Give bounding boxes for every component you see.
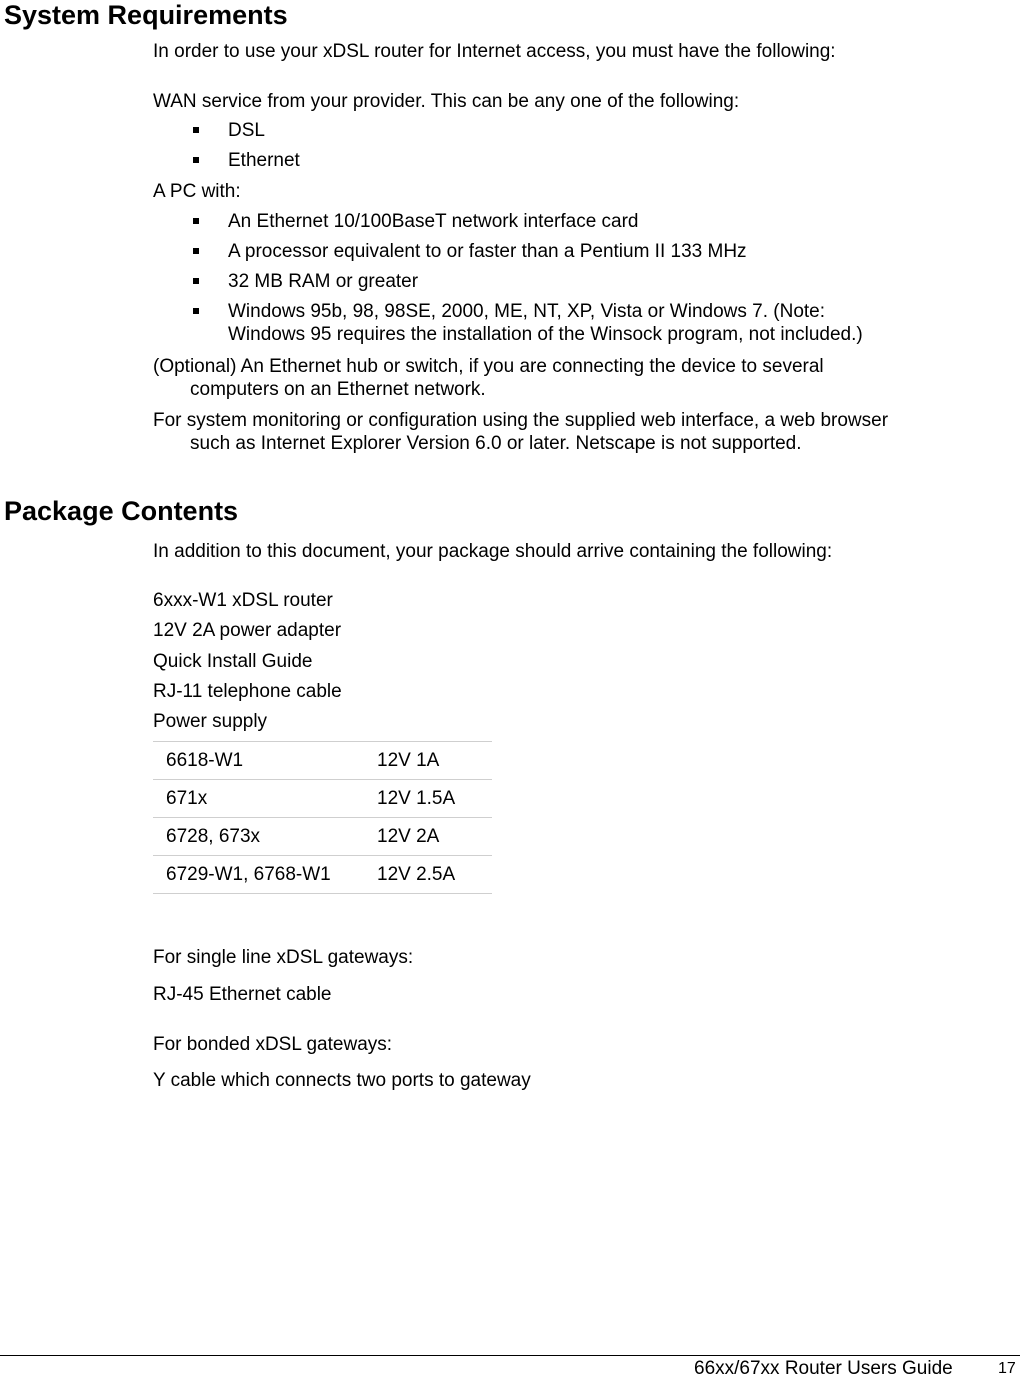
system-requirements-heading: System Requirements	[4, 0, 288, 30]
optional-hub-line2: computers on an Ethernet network.	[190, 379, 486, 400]
bullet-icon	[193, 218, 199, 224]
package-item-quick-install-guide: Quick Install Guide	[153, 651, 313, 672]
pc-item-windows-line1: Windows 95b, 98, 98SE, 2000, ME, NT, XP, Vista or Windows 7. (Note:	[228, 301, 826, 322]
bullet-icon	[193, 127, 199, 133]
table-cell-model: 6618-W1	[153, 742, 364, 780]
pc-item-windows-line2: Windows 95 requires the installation of the Winsock program, not included.)	[228, 324, 863, 345]
system-requirements-intro: In order to use your xDSL router for Internet access, you must have the following:	[153, 41, 836, 62]
bullet-icon	[193, 248, 199, 254]
wan-item-ethernet: Ethernet	[228, 150, 300, 171]
table-cell-rating: 12V 2A	[364, 818, 492, 856]
optional-hub-line1: (Optional) An Ethernet hub or switch, if you are connecting the device to several	[153, 356, 824, 377]
pc-requirements-label: A PC with:	[153, 181, 241, 202]
package-contents-intro: In addition to this document, your package should arrive containing the following:	[153, 541, 833, 562]
single-line-gateways-label: For single line xDSL gateways:	[153, 947, 414, 968]
bonded-gateways-label: For bonded xDSL gateways:	[153, 1034, 393, 1055]
package-item-router: 6xxx-W1 xDSL router	[153, 590, 333, 611]
package-item-power-supply: Power supply	[153, 711, 268, 732]
table-cell-rating: 12V 1A	[364, 742, 492, 780]
table-cell-model: 6729-W1, 6768-W1	[153, 856, 364, 894]
package-item-power-adapter: 12V 2A power adapter	[153, 620, 342, 641]
wan-item-dsl: DSL	[228, 120, 265, 141]
table-cell-model: 671x	[153, 780, 364, 818]
package-contents-heading: Package Contents	[4, 496, 239, 526]
single-line-gateways-item: RJ-45 Ethernet cable	[153, 984, 332, 1005]
bullet-icon	[193, 157, 199, 163]
bonded-gateways-item: Y cable which connects two ports to gateway	[153, 1070, 531, 1091]
footer-divider	[0, 1355, 1020, 1356]
table-cell-model: 6728, 673x	[153, 818, 364, 856]
power-supply-table	[153, 741, 492, 894]
package-item-telephone-cable: RJ-11 telephone cable	[153, 681, 342, 702]
browser-requirement-line2: such as Internet Explorer Version 6.0 or later. Netscape is not supported.	[190, 433, 802, 454]
footer-title: 66xx/67xx Router Users Guide	[694, 1358, 953, 1379]
table-cell-rating: 12V 2.5A	[364, 856, 492, 894]
table-row	[153, 856, 492, 894]
pc-item-processor: A processor equivalent to or faster than a Pentium II 133 MHz	[228, 241, 747, 262]
bullet-icon	[193, 278, 199, 284]
table-cell-rating: 12V 1.5A	[364, 780, 492, 818]
pc-item-nic: An Ethernet 10/100BaseT network interface card	[228, 211, 639, 232]
bullet-icon	[193, 308, 199, 314]
table-row	[153, 780, 492, 818]
page-number: 17	[998, 1360, 1016, 1377]
table-row	[153, 742, 492, 780]
pc-item-ram: 32 MB RAM or greater	[228, 271, 419, 292]
table-row	[153, 818, 492, 856]
wan-service-label: WAN service from your provider. This can be any one of the following:	[153, 91, 740, 112]
browser-requirement-line1: For system monitoring or configuration using the supplied web interface, a web browser	[153, 410, 889, 431]
